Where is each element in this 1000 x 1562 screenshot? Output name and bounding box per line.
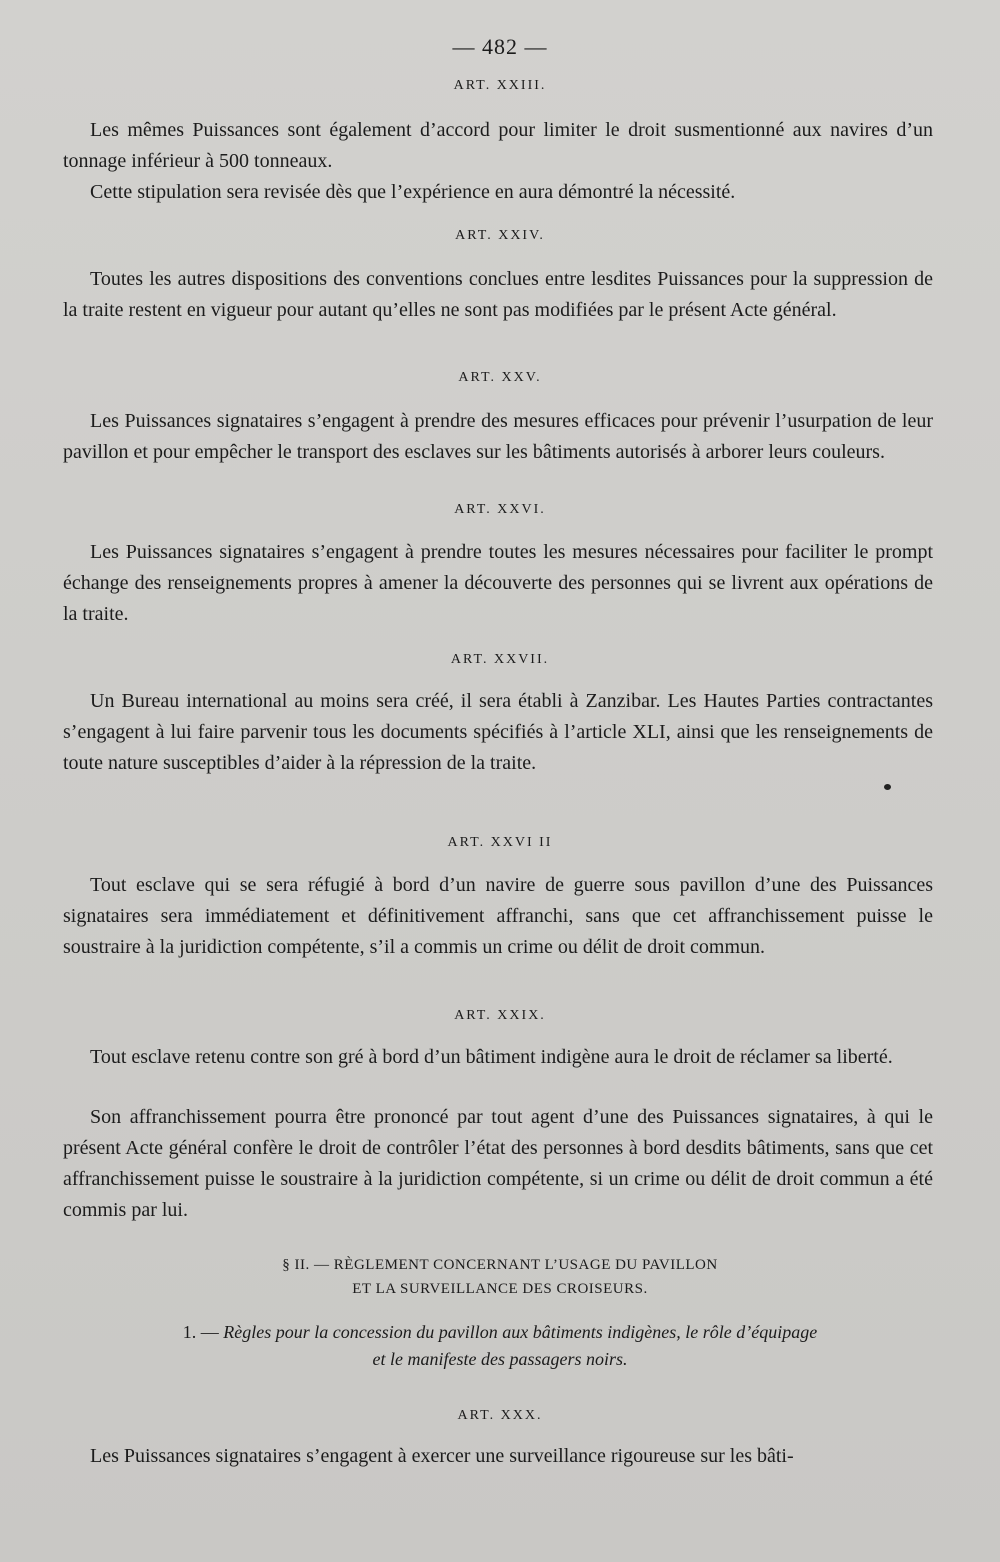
subsection-number: 1. — xyxy=(182,1322,219,1342)
article-title-xxvi: ART. XXVI. xyxy=(454,502,546,517)
article-title-xxx: ART. XXX. xyxy=(457,1408,543,1423)
section-heading xyxy=(0,1253,1000,1301)
article-xxix-paragraph-2: Son affranchissement pourra être prononcé par tout agent d’une des Puissances signataires, à qui le présent Acte général confère le droit de contrôler l’état des personnes à bord desdits bâtiments, sans que cet affranchissement puisse le soustraire à la juridiction compétente, si un crime ou délit de droit commun a été commis par lui. xyxy=(63,1106,933,1221)
article-xxv-paragraph-1: Les Puissances signataires s’engagent à prendre des mesures efficaces pour prévenir l’usurpation de leur pavillon et pour empêcher le transport des esclaves sur les bâtiments autorisés à arborer leurs couleurs. xyxy=(63,410,933,463)
section-heading-line-2: ET LA SURVEILLANCE DES CROISEURS. xyxy=(352,1281,648,1297)
article-xxiii-paragraph-2: Cette stipulation sera revisée dès que l’expérience en aura démontré la nécessité. xyxy=(90,181,736,203)
article-title-xxviii: ART. XXVI II xyxy=(447,835,553,850)
article-xxiii-paragraph-1: Les mêmes Puissances sont également d’accord pour limiter le droit susmentionné aux navires d’un tonnage inférieur à 500 tonneaux. xyxy=(63,119,933,172)
article-title-xxiv: ART. XXIV. xyxy=(455,228,545,243)
section-heading-line-1: § II. — RÈGLEMENT CONCERNANT L’USAGE DU PAVILLON xyxy=(282,1257,718,1273)
ink-mark xyxy=(884,784,891,790)
article-xxix-paragraph-1: Tout esclave retenu contre son gré à bord d’un bâtiment indigène aura le droit de réclamer sa liberté. xyxy=(90,1046,893,1068)
subsection-title-part-1: Règles pour la concession du pavillon aux bâtiments indigènes, le rôle d’équipage xyxy=(223,1322,818,1342)
article-title-xxv: ART. XXV. xyxy=(458,370,542,385)
article-title-xxvii: ART. XXVII. xyxy=(450,652,550,667)
article-xxiv-paragraph-1: Toutes les autres dispositions des conventions conclues entre lesdites Puissances pour la suppression de la traite restent en vigueur pour autant qu’elles ne sont pas modifiées par le présent Acte général. xyxy=(63,268,933,321)
page-number: — 482 — xyxy=(452,34,548,59)
article-xxx-paragraph-1: Les Puissances signataires s’engagent à exercer une surveillance rigoureuse sur les bâti- xyxy=(90,1445,794,1467)
article-xxvi-paragraph-1: Les Puissances signataires s’engagent à prendre toutes les mesures nécessaires pour faciliter le prompt échange des renseignements propres à amener la découverte des personnes qui se livrent aux opérations de la traite. xyxy=(63,541,933,625)
article-xxvii-paragraph-1: Un Bureau international au moins sera créé, il sera établi à Zanzibar. Les Hautes Parties contractantes s’engagent à lui faire parvenir tous les documents spécifiés à l’article XLI, ainsi que les renseignements de toute nature susceptibles d’aider à la répression de la traite. xyxy=(63,690,933,774)
article-title-xxix: ART. XXIX. xyxy=(454,1008,546,1023)
subsection-title-part-2: et le manifeste des passagers noirs. xyxy=(372,1349,628,1369)
subsection-heading xyxy=(0,1319,1000,1373)
article-title-xxiii: ART. XXIII. xyxy=(453,78,547,93)
article-xxviii-paragraph-1: Tout esclave qui se sera réfugié à bord d’un navire de guerre sous pavillon d’une des Puissances signataires sera immédiatement et définitivement affranchi, sans que cet affranchissement puisse le soustraire à la juridiction compétente, s’il a commis un crime ou délit de droit commun. xyxy=(63,874,933,958)
subsection-heading-line-1 xyxy=(0,1319,1000,1346)
